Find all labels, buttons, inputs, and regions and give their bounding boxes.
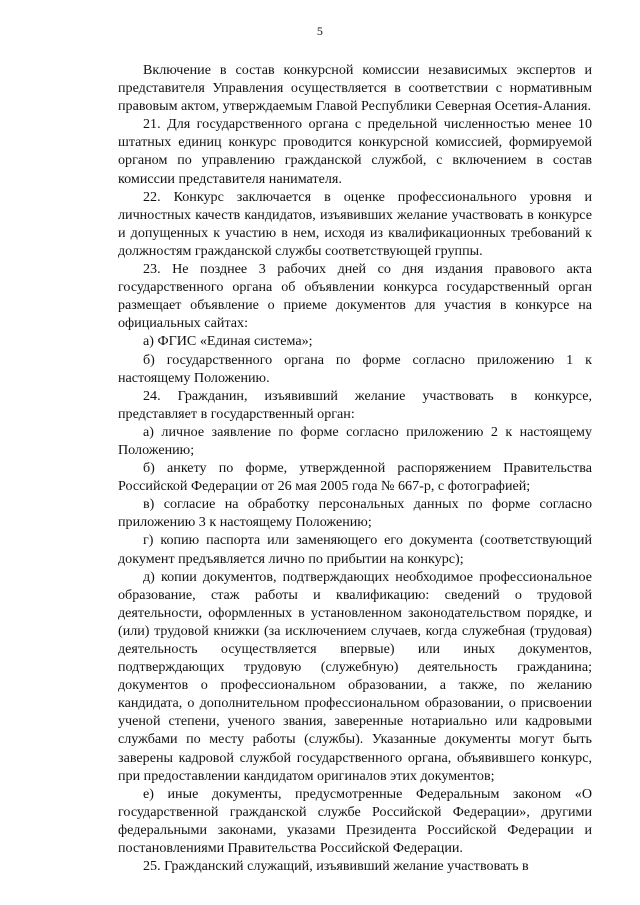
paragraph-25: 25. Гражданский служащий, изъявивший желание участвовать в <box>143 858 529 875</box>
list-item-24g: г) копию паспорта или заменяющего его документа (соответствующий документ предъявляется лично по прибытии на конкурс); <box>118 532 592 567</box>
list-item-23a: а) ФГИС «Единая система»; <box>143 333 313 350</box>
paragraph-23: 23. Не позднее 3 рабочих дней со дня издания правового акта государственного органа об объявлении конкурса государственный орган размещает объявление о приеме документов для участия в конкурсе на официальных сайтах: <box>118 261 592 332</box>
list-item-24d: д) копии документов, подтверждающих необходимое профессиональное образование, стаж работы и квалификацию: сведений о трудовой деятельности, оформленных в установленном законодательством порядке, и (или) трудовой книжки (за исключением случаев, когда служебная (трудовая) деятельность осуществляется впервые) или иных документов, подтверждающих трудовую (служебную) деятельность гражданина; документов о профессиональном образовании, а также, по желанию кандидата, о дополнительном профессиональном образовании, о присвоении ученой степени, ученого звания, заверенные нотариально или кадровыми службами по месту работы (службы). Указанные документы могут быть заверены кадровой службой государственного органа, объявившего конкурс, при предоставлении кандидатом оригиналов этих документов; <box>118 568 592 784</box>
paragraph-22: 22. Конкурс заключается в оценке профессионального уровня и личностных качеств кандидатов, изъявивших желание участвовать в конкурсе и допущенных к участию в нем, исходя из квалификационных требований к должностям гражданской службы соответствующей группы. <box>118 188 592 259</box>
paragraph-24: 24. Гражданин, изъявивший желание участвовать в конкурсе, представляет в государственный орган: <box>118 387 592 422</box>
list-item-24v: в) согласие на обработку персональных данных по форме согласно приложению 3 к настоящему Положению; <box>118 496 592 531</box>
paragraph-experts: Включение в состав конкурсной комиссии независимых экспертов и представителя Управления осуществляется в соответствии с нормативным правовым актом, утверждаемым Главой Республики Северная Осетия-Алания. <box>118 62 592 115</box>
list-item-23b: б) государственного органа по форме согласно приложению 1 к настоящему Положению. <box>118 351 592 386</box>
document-body <box>118 61 592 875</box>
paragraph-21: 21. Для государственного органа с предельной численностью менее 10 штатных единиц конкурс проводится конкурсной комиссией, формируемой органом по управлению гражданской службой, с включением в состав комиссии представителя нанимателя. <box>118 116 592 187</box>
list-item-24e: е) иные документы, предусмотренные Федеральным законом «О государственной гражданской службе Российской Федерации», другими федеральными законами, указами Президента Российской Федерации и постановлениями Правительства Российской Федерации. <box>118 785 592 857</box>
page-number: 5 <box>316 24 324 38</box>
list-item-24b: б) анкету по форме, утвержденной распоряжением Правительства Российской Федерации от 26 мая 2005 года № 667-р, с фотографией; <box>118 460 592 495</box>
list-item-24a: а) личное заявление по форме согласно приложению 2 к настоящему Положению; <box>118 423 592 458</box>
